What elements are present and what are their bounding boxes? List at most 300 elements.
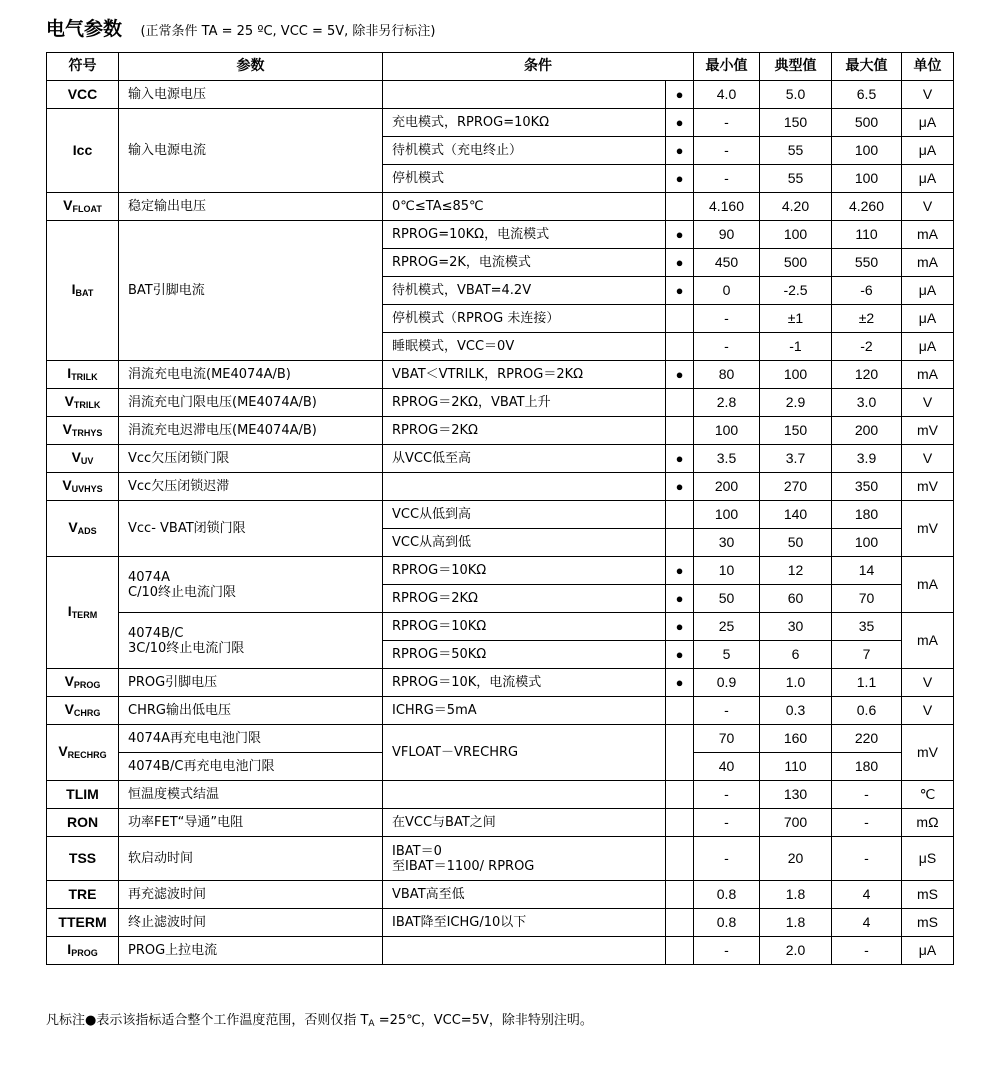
value-cell: 25 xyxy=(694,613,760,641)
table-row xyxy=(47,389,954,417)
value-cell: 70 xyxy=(694,725,760,753)
section-subtitle: (正常条件 TA = 25 ºC, VCC = 5V, 除非另行标注) xyxy=(140,24,436,39)
symbol-main: R xyxy=(66,814,78,830)
symbol-main: I xyxy=(71,281,76,297)
value-cell: 3.7 xyxy=(760,445,832,473)
symbol-subscript: TERM xyxy=(66,914,107,930)
condition-cell: VCC从低到高 xyxy=(383,501,666,529)
parameter-cell: CHRG输出低电压 xyxy=(119,697,383,725)
footnote-text-after: =25℃，VCC=5V，除非特别注明。 xyxy=(374,1013,593,1028)
unit-cell: mV xyxy=(902,473,954,501)
table-row xyxy=(47,613,954,641)
value-cell: 30 xyxy=(760,613,832,641)
parameter-cell: PROG上拉电流 xyxy=(119,937,383,965)
symbol-subscript: PROG xyxy=(71,948,98,958)
value-cell: 140 xyxy=(760,501,832,529)
symbol-subscript: ON xyxy=(77,814,99,830)
value-cell: - xyxy=(832,837,902,881)
symbol-main: T xyxy=(68,886,78,902)
condition-cell xyxy=(383,473,666,501)
symbol-main: V xyxy=(67,86,78,102)
condition-cell: RPROG＝10KΩ xyxy=(383,613,666,641)
value-cell: 100 xyxy=(760,361,832,389)
footnote xyxy=(46,1009,593,1028)
unit-cell: μA xyxy=(902,109,954,137)
value-cell: 14 xyxy=(832,557,902,585)
symbol-subscript: TRHYS xyxy=(71,428,103,438)
value-cell: 4.260 xyxy=(832,193,902,221)
table-header-row xyxy=(47,53,954,81)
table-row xyxy=(47,221,954,249)
parameter-cell: 涓流充电迟滞电压(ME4074A/B) xyxy=(119,417,383,445)
parameter-cell: 软启动时间 xyxy=(119,837,383,881)
symbol-main: T xyxy=(68,850,78,866)
unit-cell: V xyxy=(902,389,954,417)
condition-cell: 睡眠模式，VCC＝0V xyxy=(383,333,666,361)
table-row xyxy=(47,697,954,725)
header-unit: 单位 xyxy=(902,53,954,81)
table-row xyxy=(47,109,954,137)
unit-cell: μA xyxy=(902,305,954,333)
table-row xyxy=(47,361,954,389)
section-heading xyxy=(46,14,436,42)
unit-cell: mV xyxy=(902,725,954,781)
full-temp-range-marker: ● xyxy=(666,109,694,137)
table-row xyxy=(47,781,954,809)
unit-cell: V xyxy=(902,697,954,725)
full-temp-range-marker: ● xyxy=(666,137,694,165)
symbol-cell xyxy=(47,389,119,417)
symbol-cell xyxy=(47,781,119,809)
value-cell: 10 xyxy=(694,557,760,585)
symbol-main: V xyxy=(62,477,72,493)
value-cell: 12 xyxy=(760,557,832,585)
marker-cell-empty xyxy=(666,937,694,965)
value-cell: 30 xyxy=(694,529,760,557)
symbol-cell xyxy=(47,937,119,965)
symbol-cell xyxy=(47,557,119,669)
value-cell: 80 xyxy=(694,361,760,389)
symbol-cell xyxy=(47,221,119,361)
parameter-cell: BAT引脚电流 xyxy=(119,221,383,361)
value-cell: 7 xyxy=(832,641,902,669)
value-cell: 55 xyxy=(760,137,832,165)
parameter-cell: Vcc欠压闭锁迟滞 xyxy=(119,473,383,501)
table-row xyxy=(47,501,954,529)
value-cell: 60 xyxy=(760,585,832,613)
symbol-main: T xyxy=(58,914,67,930)
full-temp-range-marker: ● xyxy=(666,641,694,669)
marker-cell-empty xyxy=(666,837,694,881)
full-temp-range-marker: ● xyxy=(666,361,694,389)
symbol-main: I xyxy=(67,365,72,381)
full-temp-range-marker: ● xyxy=(666,669,694,697)
table-row xyxy=(47,725,954,753)
parameter-cell: Vcc- VBAT闭锁门限 xyxy=(119,501,383,557)
value-cell: 700 xyxy=(760,809,832,837)
unit-cell: μA xyxy=(902,937,954,965)
symbol-subscript: TERM xyxy=(71,610,98,620)
value-cell: 50 xyxy=(694,585,760,613)
symbol-main: V xyxy=(71,449,81,465)
parameter-cell: PROG引脚电压 xyxy=(119,669,383,697)
condition-cell: VFLOAT－VRECHRG xyxy=(383,725,666,781)
value-cell: 100 xyxy=(694,417,760,445)
condition-cell: 待机模式，VBAT=4.2V xyxy=(383,277,666,305)
parameter-cell: 终止滤波时间 xyxy=(119,909,383,937)
marker-cell-empty xyxy=(666,333,694,361)
value-cell: 20 xyxy=(760,837,832,881)
parameter-cell: 4074A再充电电池门限 xyxy=(119,725,383,753)
symbol-cell xyxy=(47,501,119,557)
unit-cell: V xyxy=(902,445,954,473)
symbol-main: V xyxy=(62,421,72,437)
symbol-subscript: cc xyxy=(76,142,93,158)
symbol-subscript: RECHRG xyxy=(67,750,107,760)
unit-cell: μA xyxy=(902,137,954,165)
parameter-cell: 输入电源电流 xyxy=(119,109,383,193)
value-cell: 150 xyxy=(760,417,832,445)
value-cell: 6.5 xyxy=(832,81,902,109)
value-cell: ±2 xyxy=(832,305,902,333)
value-cell: - xyxy=(694,697,760,725)
parameter-cell: 稳定输出电压 xyxy=(119,193,383,221)
value-cell: 450 xyxy=(694,249,760,277)
value-cell: 0.8 xyxy=(694,909,760,937)
value-cell: 2.8 xyxy=(694,389,760,417)
value-cell: 200 xyxy=(694,473,760,501)
unit-cell: mA xyxy=(902,361,954,389)
value-cell: 350 xyxy=(832,473,902,501)
marker-cell-empty xyxy=(666,725,694,781)
symbol-subscript: UV xyxy=(80,456,94,466)
value-cell: -2.5 xyxy=(760,277,832,305)
value-cell: 0 xyxy=(694,277,760,305)
value-cell: 150 xyxy=(760,109,832,137)
value-cell: 3.0 xyxy=(832,389,902,417)
value-cell: - xyxy=(694,837,760,881)
condition-cell: 充电模式，RPROG=10KΩ xyxy=(383,109,666,137)
symbol-cell xyxy=(47,445,119,473)
value-cell: 500 xyxy=(760,249,832,277)
symbol-cell xyxy=(47,193,119,221)
value-cell: 70 xyxy=(832,585,902,613)
value-cell: 3.9 xyxy=(832,445,902,473)
value-cell: 220 xyxy=(832,725,902,753)
value-cell: 110 xyxy=(832,221,902,249)
unit-cell: ℃ xyxy=(902,781,954,809)
value-cell: 0.8 xyxy=(694,881,760,909)
symbol-subscript: LIM xyxy=(74,786,99,802)
condition-cell: RPROG＝10K，电流模式 xyxy=(383,669,666,697)
header-symbol: 符号 xyxy=(47,53,119,81)
section-title: 电气参数 xyxy=(46,18,123,40)
table-row xyxy=(47,445,954,473)
parameter-cell: 涓流充电门限电压(ME4074A/B) xyxy=(119,389,383,417)
value-cell: 180 xyxy=(832,501,902,529)
unit-cell: mS xyxy=(902,909,954,937)
symbol-main: I xyxy=(67,603,72,619)
full-temp-range-marker: ● xyxy=(666,81,694,109)
symbol-subscript: CC xyxy=(77,86,98,102)
value-cell: 180 xyxy=(832,753,902,781)
condition-cell: IBAT＝0 至IBAT＝1100/ RPROG xyxy=(383,837,666,881)
table-row xyxy=(47,417,954,445)
value-cell: 50 xyxy=(760,529,832,557)
value-cell: 0.6 xyxy=(832,697,902,725)
marker-cell-empty xyxy=(666,529,694,557)
condition-cell: RPROG＝10KΩ xyxy=(383,557,666,585)
symbol-subscript: RE xyxy=(77,886,97,902)
symbol-main: V xyxy=(68,519,78,535)
full-temp-range-marker: ● xyxy=(666,557,694,585)
header-condition: 条件 xyxy=(383,53,694,81)
value-cell: 35 xyxy=(832,613,902,641)
unit-cell: μA xyxy=(902,333,954,361)
marker-cell-empty xyxy=(666,909,694,937)
symbol-cell xyxy=(47,809,119,837)
value-cell: - xyxy=(694,809,760,837)
full-temp-range-marker: ● xyxy=(666,445,694,473)
value-cell: -6 xyxy=(832,277,902,305)
symbol-main: V xyxy=(64,701,74,717)
symbol-subscript: ADS xyxy=(77,526,97,536)
condition-cell: 停机模式（RPROG 未连接） xyxy=(383,305,666,333)
value-cell: 4.0 xyxy=(694,81,760,109)
symbol-cell xyxy=(47,361,119,389)
value-cell: - xyxy=(694,937,760,965)
value-cell: 550 xyxy=(832,249,902,277)
marker-cell-empty xyxy=(666,305,694,333)
footnote-text-before: 凡标注●表示该指标适合整个工作温度范围，否则仅指 T xyxy=(46,1013,369,1028)
symbol-cell xyxy=(47,697,119,725)
condition-cell: 待机模式（充电终止） xyxy=(383,137,666,165)
marker-cell-empty xyxy=(666,697,694,725)
value-cell: 5.0 xyxy=(760,81,832,109)
table-row xyxy=(47,881,954,909)
symbol-cell xyxy=(47,417,119,445)
symbol-cell xyxy=(47,669,119,697)
parameter-cell: 涓流充电电流(ME4074A/B) xyxy=(119,361,383,389)
condition-cell: IBAT降至ICHG/10以下 xyxy=(383,909,666,937)
value-cell: 40 xyxy=(694,753,760,781)
unit-cell: V xyxy=(902,193,954,221)
table-row xyxy=(47,837,954,881)
condition-cell: RPROG＝50KΩ xyxy=(383,641,666,669)
symbol-main: V xyxy=(58,743,68,759)
condition-cell: 停机模式 xyxy=(383,165,666,193)
symbol-subscript: TRILK xyxy=(71,372,98,382)
parameter-cell: 4074A C/10终止电流门限 xyxy=(119,557,383,613)
condition-cell: 在VCC与BAT之间 xyxy=(383,809,666,837)
value-cell: 100 xyxy=(832,137,902,165)
table-row xyxy=(47,937,954,965)
condition-cell: VCC从高到低 xyxy=(383,529,666,557)
condition-cell: RPROG=10KΩ，电流模式 xyxy=(383,221,666,249)
value-cell: 1.1 xyxy=(832,669,902,697)
value-cell: 4 xyxy=(832,909,902,937)
header-min: 最小值 xyxy=(694,53,760,81)
symbol-main: I xyxy=(72,142,77,158)
unit-cell: mV xyxy=(902,501,954,557)
value-cell: - xyxy=(694,781,760,809)
symbol-subscript: SS xyxy=(77,850,97,866)
value-cell: ±1 xyxy=(760,305,832,333)
unit-cell: mA xyxy=(902,221,954,249)
symbol-cell xyxy=(47,909,119,937)
unit-cell: mA xyxy=(902,557,954,613)
header-typ: 典型值 xyxy=(760,53,832,81)
value-cell: 120 xyxy=(832,361,902,389)
value-cell: 100 xyxy=(832,529,902,557)
condition-cell: RPROG＝2KΩ，VBAT上升 xyxy=(383,389,666,417)
value-cell: 4.20 xyxy=(760,193,832,221)
parameter-cell: 恒温度模式结温 xyxy=(119,781,383,809)
table-row xyxy=(47,193,954,221)
value-cell: 100 xyxy=(832,165,902,193)
value-cell: - xyxy=(694,109,760,137)
value-cell: - xyxy=(694,137,760,165)
header-max: 最大值 xyxy=(832,53,902,81)
full-temp-range-marker: ● xyxy=(666,249,694,277)
condition-cell: RPROG=2K，电流模式 xyxy=(383,249,666,277)
full-temp-range-marker: ● xyxy=(666,221,694,249)
value-cell: 4 xyxy=(832,881,902,909)
condition-cell: RPROG＝2KΩ xyxy=(383,417,666,445)
symbol-cell xyxy=(47,473,119,501)
header-parameter: 参数 xyxy=(119,53,383,81)
value-cell: - xyxy=(832,809,902,837)
value-cell: 130 xyxy=(760,781,832,809)
full-temp-range-marker: ● xyxy=(666,165,694,193)
value-cell: - xyxy=(832,781,902,809)
symbol-main: V xyxy=(64,673,74,689)
unit-cell: μA xyxy=(902,277,954,305)
unit-cell: mS xyxy=(902,881,954,909)
condition-cell: VBAT＜VTRILK，RPROG＝2KΩ xyxy=(383,361,666,389)
symbol-subscript: BAT xyxy=(75,288,94,298)
condition-cell: VBAT高至低 xyxy=(383,881,666,909)
marker-cell-empty xyxy=(666,389,694,417)
value-cell: 160 xyxy=(760,725,832,753)
condition-cell xyxy=(383,781,666,809)
footnote-subscript: A xyxy=(368,1019,375,1029)
value-cell: 100 xyxy=(760,221,832,249)
table-row xyxy=(47,669,954,697)
unit-cell: V xyxy=(902,669,954,697)
symbol-main: V xyxy=(63,197,73,213)
value-cell: -1 xyxy=(760,333,832,361)
electrical-parameters-table xyxy=(46,52,954,965)
value-cell: 1.8 xyxy=(760,909,832,937)
value-cell: 500 xyxy=(832,109,902,137)
unit-cell: mA xyxy=(902,249,954,277)
value-cell: 270 xyxy=(760,473,832,501)
parameter-cell: 功率FET“导通”电阻 xyxy=(119,809,383,837)
symbol-cell xyxy=(47,881,119,909)
table-row xyxy=(47,809,954,837)
parameter-cell: 4074B/C 3C/10终止电流门限 xyxy=(119,613,383,669)
table-body xyxy=(47,81,954,965)
symbol-subscript: TRILK xyxy=(73,400,101,410)
symbol-subscript: UVHYS xyxy=(71,484,103,494)
unit-cell: mΩ xyxy=(902,809,954,837)
symbol-cell xyxy=(47,725,119,781)
symbol-main: V xyxy=(64,393,74,409)
unit-cell: mA xyxy=(902,613,954,669)
condition-cell: ICHRG＝5mA xyxy=(383,697,666,725)
symbol-subscript: CHRG xyxy=(73,708,101,718)
value-cell: - xyxy=(832,937,902,965)
value-cell: 6 xyxy=(760,641,832,669)
value-cell: 3.5 xyxy=(694,445,760,473)
value-cell: 110 xyxy=(760,753,832,781)
symbol-subscript: PROG xyxy=(73,680,101,690)
marker-cell-empty xyxy=(666,809,694,837)
value-cell: 100 xyxy=(694,501,760,529)
symbol-cell xyxy=(47,81,119,109)
table-row xyxy=(47,473,954,501)
condition-cell: 0℃≤TA≤85℃ xyxy=(383,193,666,221)
condition-cell: 从VCC低至高 xyxy=(383,445,666,473)
unit-cell: μA xyxy=(902,165,954,193)
full-temp-range-marker: ● xyxy=(666,473,694,501)
symbol-cell xyxy=(47,837,119,881)
full-temp-range-marker: ● xyxy=(666,585,694,613)
full-temp-range-marker: ● xyxy=(666,277,694,305)
value-cell: - xyxy=(694,165,760,193)
value-cell: 0.9 xyxy=(694,669,760,697)
unit-cell: μS xyxy=(902,837,954,881)
parameter-cell: 再充滤波时间 xyxy=(119,881,383,909)
unit-cell: mV xyxy=(902,417,954,445)
value-cell: 2.9 xyxy=(760,389,832,417)
marker-cell-empty xyxy=(666,417,694,445)
value-cell: 90 xyxy=(694,221,760,249)
symbol-subscript: FLOAT xyxy=(72,204,102,214)
condition-cell: RPROG＝2KΩ xyxy=(383,585,666,613)
condition-cell xyxy=(383,81,666,109)
value-cell: 2.0 xyxy=(760,937,832,965)
value-cell: 1.0 xyxy=(760,669,832,697)
condition-cell xyxy=(383,937,666,965)
marker-cell-empty xyxy=(666,881,694,909)
symbol-main: I xyxy=(67,941,72,957)
value-cell: 4.160 xyxy=(694,193,760,221)
full-temp-range-marker: ● xyxy=(666,613,694,641)
marker-cell-empty xyxy=(666,501,694,529)
parameter-cell: 输入电源电压 xyxy=(119,81,383,109)
unit-cell: V xyxy=(902,81,954,109)
value-cell: 55 xyxy=(760,165,832,193)
marker-cell-empty xyxy=(666,781,694,809)
symbol-cell xyxy=(47,109,119,193)
value-cell: 5 xyxy=(694,641,760,669)
marker-cell-empty xyxy=(666,193,694,221)
value-cell: - xyxy=(694,305,760,333)
table-row xyxy=(47,909,954,937)
value-cell: -2 xyxy=(832,333,902,361)
table-row xyxy=(47,557,954,585)
value-cell: 1.8 xyxy=(760,881,832,909)
value-cell: 200 xyxy=(832,417,902,445)
parameter-cell: Vcc欠压闭锁门限 xyxy=(119,445,383,473)
symbol-main: T xyxy=(66,786,75,802)
parameter-cell: 4074B/C再充电电池门限 xyxy=(119,753,383,781)
value-cell: 0.3 xyxy=(760,697,832,725)
table-row xyxy=(47,81,954,109)
value-cell: - xyxy=(694,333,760,361)
